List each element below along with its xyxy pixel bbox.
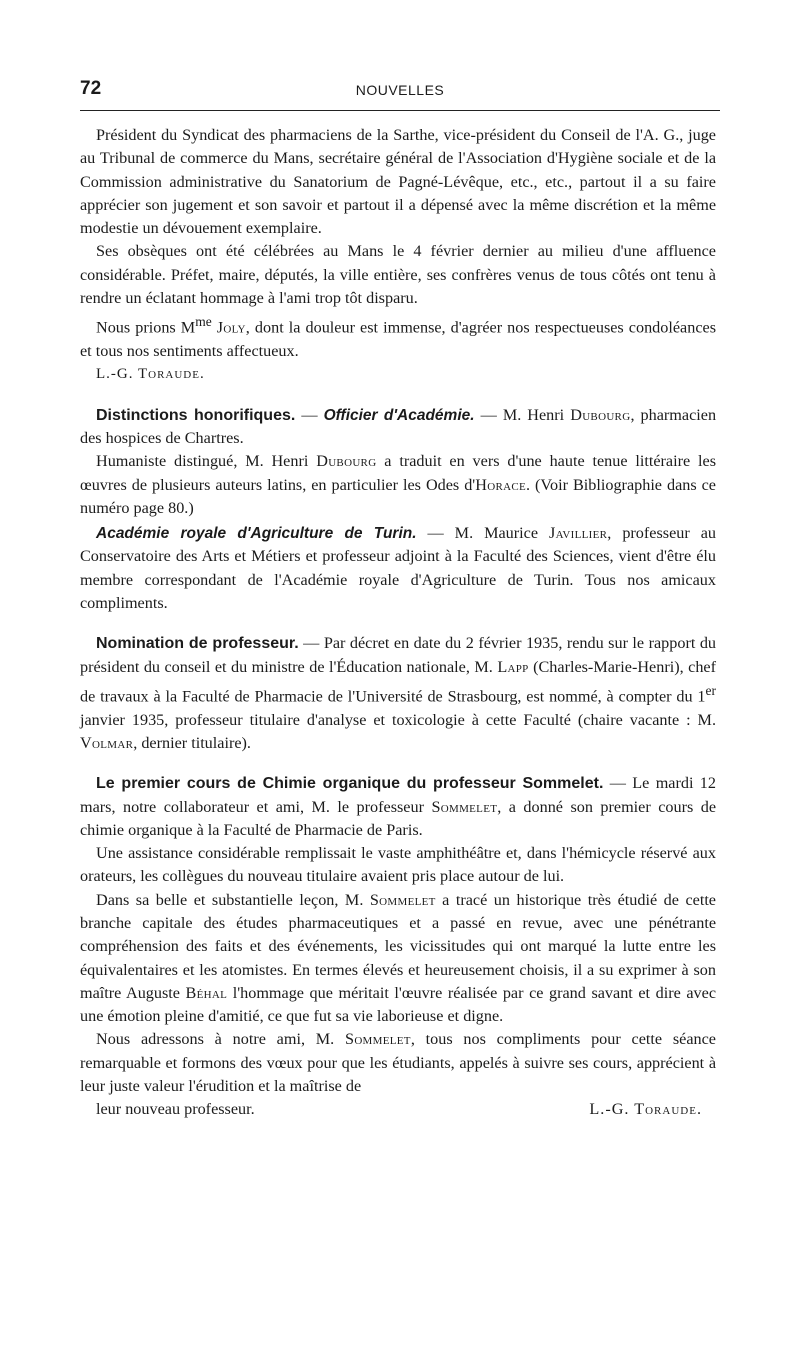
text-run: , dont la douleur est immense, d'agréer nos respectueuses condoléances et tous nos sentiments affectueux. <box>80 318 716 361</box>
section-heading: Nomination de professeur. <box>96 635 299 653</box>
page-header <box>80 78 720 102</box>
article-signature: L.-G. Toraude. <box>589 1100 702 1119</box>
nomination-paragraph <box>80 632 716 755</box>
text-run: Dans sa belle et substantielle leçon, M. <box>96 890 370 909</box>
text-run: Nous adressons à notre ami, M. <box>96 1030 346 1049</box>
distinctions-paragraph-1 <box>80 404 716 451</box>
obituary-paragraph-2: Ses obsèques ont été célébrées au Mans le 4 février dernier au milieu d'une affluence considérable. Préfet, maire, députés, la ville entière, ses confrères venus de tous côtés ont tenu à rendre un éclatant hommage à l'ami trop tôt disparu. <box>80 242 716 308</box>
text-run: (Charles-Marie-Henri), chef de travaux à la Faculté de Pharmacie de l'Université de Strasbourg, est nommé, à compter du 1 <box>80 657 717 706</box>
page-number: 72 <box>80 78 102 99</box>
section-heading: Académie royale d'Agriculture de Turin. <box>96 525 417 543</box>
person-name: Dubourg <box>316 452 377 471</box>
text-run: — Le mardi 12 mars, notre collaborateur et ami, M. le professeur <box>80 774 716 816</box>
superscript: me <box>195 314 212 330</box>
text-run: leur nouveau professeur. <box>96 1100 255 1119</box>
section-gap <box>80 755 716 772</box>
text-run: a traduit en vers d'une haute tenue littéraire les œuvres de plusieurs auteurs latins, en particulier les Odes d' <box>80 452 717 494</box>
obituary-paragraph-1: Président du Syndicat des pharmaciens de la Sarthe, vice-président du Conseil de l'A. G., juge au Tribunal de commerce du Mans, secrétaire général de l'Association d'Hygiène sociale et de la Commission administrative du Sanatorium de Pagné-Lévêque, etc., etc., partout il a su faire apprécier son jugement et son savoir et partout il a dépensé avec la même discrétion et la même modestie un dévouement exemplaire. <box>80 126 716 238</box>
text-run: l'hommage que méritait l'œuvre réalisée par ce grand savant et dire avec une émotion pleine d'amitié, ce que fut sa vie laborieuse et digne. <box>80 983 716 1026</box>
text-run: , pharmacien des hospices de Chartres. <box>80 405 717 447</box>
text-run: — M. Henri <box>474 405 571 424</box>
person-name: Joly <box>216 318 246 337</box>
text-run: janvier 1935, professeur titulaire d'analyse et toxicologie à cette Faculté (chaire vacante : M. <box>80 710 716 729</box>
section-gap <box>80 387 716 404</box>
text-run: a tracé un historique très étudié de cette branche capitale des études pharmaceutiques et a passé en revue, avec une pénétrante compréhension des faits et des événements, les vicissitudes qui ont marqué la lutte entre les équivalentaires et les atomistes. En termes élevés et heureusement choisis, il a su exprimer à son maître Auguste <box>80 890 716 1002</box>
person-name: Béhal <box>185 983 228 1002</box>
text-run: — Par décret en date du 2 février 1935, rendu sur le rapport du président du conseil et du ministre de l'Éducation nationale, M. <box>80 634 717 676</box>
header-rule <box>80 110 720 111</box>
section-subheading: Officier d'Académie. <box>323 406 475 424</box>
obituary-signature: L.-G. Toraude. <box>96 366 205 383</box>
text-run: — M. Maurice <box>416 524 549 543</box>
person-name: Volmar <box>80 733 134 752</box>
section-heading: Distinctions honorifiques. <box>96 406 296 424</box>
academie-paragraph <box>80 522 716 615</box>
text-run: , dernier titulaire). <box>133 733 251 752</box>
article-body <box>80 124 716 1122</box>
text-run: Nous prions M <box>96 318 196 337</box>
distinctions-paragraph-2 <box>80 450 716 520</box>
sommelet-paragraph-2: Une assistance considérable remplissait le vaste amphithéâtre et, dans l'hémicycle réservé aux orateurs, les collègues du nouveau titulaire avaient pris place autour de lui. <box>80 844 716 886</box>
person-name: Sommelet <box>431 797 498 816</box>
superscript: er <box>705 682 716 698</box>
sommelet-paragraph-1 <box>80 772 716 842</box>
section-heading: Le premier cours de Chimie organique du professeur Sommelet. <box>96 775 604 793</box>
person-name: Sommelet <box>345 1030 411 1049</box>
sommelet-paragraph-4 <box>80 1028 716 1098</box>
text-run: . (Voir Bibliographie dans ce numéro page 80.) <box>80 475 716 517</box>
obituary-paragraph-3 <box>80 310 716 363</box>
person-name: Horace <box>475 475 526 494</box>
text-run: — <box>295 405 324 424</box>
person-name: Javillier <box>549 524 608 543</box>
text-run: Humaniste distingué, M. Henri <box>96 452 317 471</box>
running-title: NOUVELLES <box>355 82 445 98</box>
sommelet-paragraph-3 <box>80 889 716 1029</box>
person-name: Lapp <box>497 657 529 676</box>
text-run: , tous nos compliments pour cette séance remarquable et formons des vœux pour que les étudiants, appelés à suivre ses cours, apprécient à leur juste valeur l'érudition et la maîtrise de <box>80 1030 716 1096</box>
person-name: Dubourg <box>570 405 631 424</box>
sommelet-closing-line <box>80 1098 716 1121</box>
section-gap <box>80 615 716 632</box>
text-run: , a donné son premier cours de chimie organique à la Faculté de Pharmacie de Paris. <box>80 797 717 839</box>
person-name: Sommelet <box>369 890 436 909</box>
text-run: , professeur au Conservatoire des Arts et Métiers et professeur adjoint à la Faculté des Sciences, vient d'être élu membre correspondant de l'Académie royale d'Agriculture de Turin. Tous nos amicaux compliments. <box>80 524 716 613</box>
